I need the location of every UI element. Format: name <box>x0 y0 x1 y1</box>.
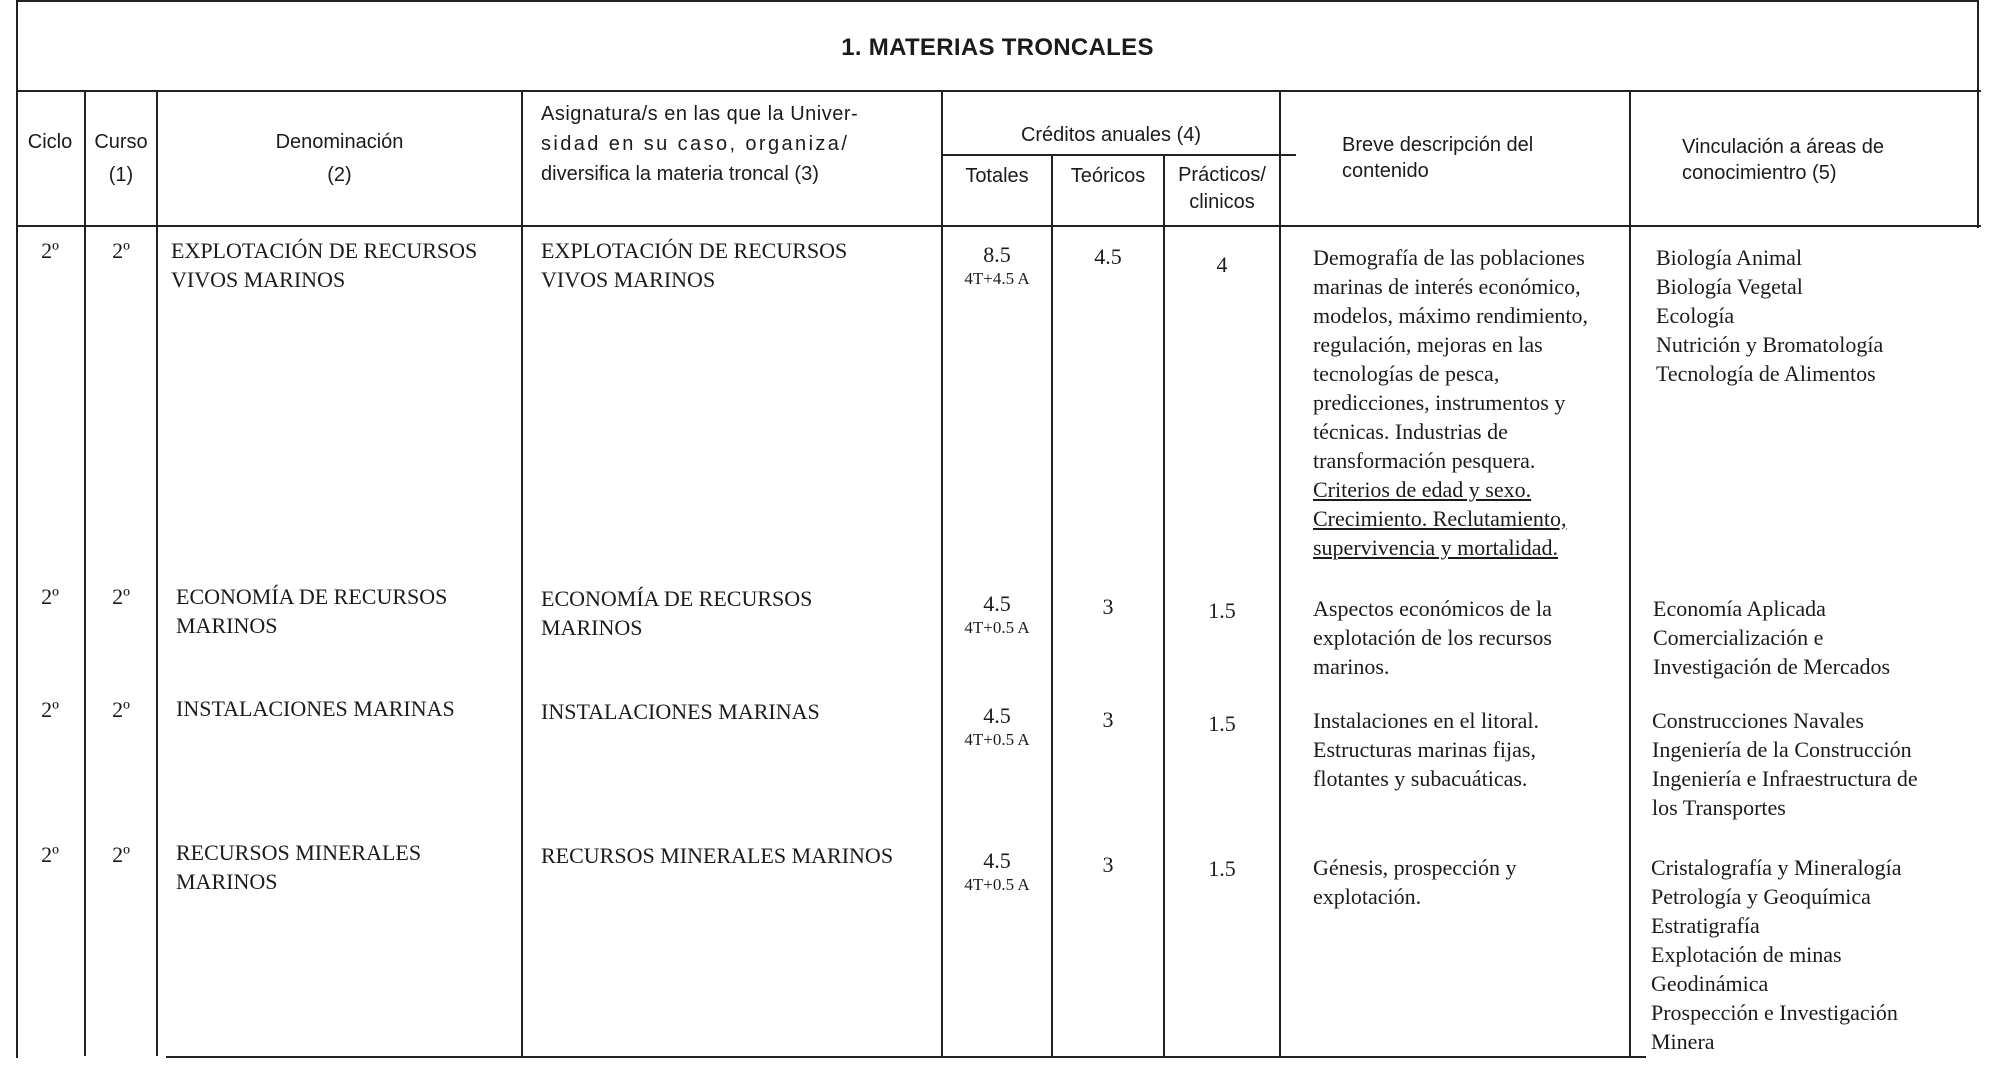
row-practicos: 4 <box>1216 252 1228 277</box>
col-divider-asignatura <box>941 90 943 1056</box>
row-denominacion <box>176 582 447 640</box>
text-line: técnicas. Industrias de <box>1313 419 1508 444</box>
row-teoricos: 3 <box>1102 707 1114 732</box>
row-asignatura <box>541 697 820 726</box>
text-line: Petrología y Geoquímica <box>1651 884 1871 909</box>
header-vinculacion-line1: Vinculación a áreas de <box>1682 136 1884 158</box>
row-asignatura <box>541 841 893 870</box>
text-line: EXPLOTACIÓN DE RECURSOS <box>171 238 478 263</box>
troncales-table <box>16 0 1981 1060</box>
text-line: Explotación de minas <box>1651 942 1842 967</box>
text-line: Ingeniería de la Construcción <box>1652 737 1912 762</box>
row-descripcion <box>1313 853 1516 911</box>
header-asignatura-line1: Asignatura/s en las que la Univer- <box>541 103 859 125</box>
row-descripcion <box>1313 706 1539 793</box>
text-line: Investigación de Mercados <box>1653 654 1891 679</box>
text-line: RECURSOS MINERALES MARINOS <box>541 843 894 868</box>
row-teoricos: 3 <box>1102 852 1114 877</box>
row-ciclo: 2º <box>41 842 59 867</box>
header-curso: Curso <box>94 131 148 153</box>
text-line: INSTALACIONES MARINAS <box>541 699 820 724</box>
row-vinculacion <box>1651 853 1901 1056</box>
text-line: Estratigrafía <box>1651 913 1760 938</box>
row-totales: 4.5 <box>983 848 1011 873</box>
row-curso: 2º <box>112 842 130 867</box>
col-divider-practicos <box>1279 90 1281 1056</box>
col-divider-descripcion <box>1629 90 1631 1056</box>
header-teoricos: Teóricos <box>1070 165 1146 187</box>
text-line: MARINOS <box>541 615 643 640</box>
row-totales-detail: 4T+0.5 A <box>964 875 1030 894</box>
text-line: Tecnología de Alimentos <box>1656 361 1876 386</box>
table-bottom-rule <box>166 1056 1646 1058</box>
text-line: VIVOS MARINOS <box>171 267 346 292</box>
row-ciclo: 2º <box>41 584 59 609</box>
text-line: modelos, máximo rendimiento, <box>1313 303 1588 328</box>
header-vinculacion-line2: conocimientro (5) <box>1682 162 1837 184</box>
text-line: Instalaciones en el litoral. <box>1313 708 1540 733</box>
header-denominacion: Denominación <box>275 131 404 153</box>
text-line: explotación. <box>1313 884 1422 909</box>
text-line: predicciones, instrumentos y <box>1313 390 1566 415</box>
text-line: MARINOS <box>176 869 278 894</box>
header-descripcion-line1: Breve descripción del <box>1342 134 1534 156</box>
col-divider-ciclo <box>84 90 86 1056</box>
text-line: Demografía de las poblaciones <box>1313 245 1585 270</box>
text-line: MARINOS <box>176 613 278 638</box>
header-asignatura-line2: sidad en su caso, organiza/ <box>541 133 850 155</box>
text-line: INSTALACIONES MARINAS <box>176 696 455 721</box>
row-totales-detail: 4T+0.5 A <box>964 618 1030 637</box>
row-totales: 4.5 <box>983 703 1011 728</box>
text-line: tecnologías de pesca, <box>1313 361 1500 386</box>
row-totales: 4.5 <box>983 591 1011 616</box>
row-curso: 2º <box>112 238 130 263</box>
title-box <box>16 0 1979 92</box>
row-asignatura <box>541 236 847 294</box>
row-asignatura <box>541 584 812 642</box>
header-bottom-rule <box>16 225 1981 227</box>
row-practicos: 1.5 <box>1208 711 1236 736</box>
text-line: regulación, mejoras en las <box>1313 332 1543 357</box>
row-practicos: 1.5 <box>1208 598 1236 623</box>
header-practicos-line2: clinicos <box>1189 191 1255 213</box>
text-line: Ecología <box>1656 303 1735 328</box>
row-denominacion <box>176 694 455 723</box>
text-line: Ingeniería e Infraestructura de <box>1652 766 1918 791</box>
text-line: Cristalografía y Mineralogía <box>1651 855 1902 880</box>
row-ciclo: 2º <box>41 238 59 263</box>
text-line: Biología Vegetal <box>1656 274 1803 299</box>
text-line-underlined: supervivencia y mortalidad. <box>1313 535 1558 560</box>
text-line: Aspectos económicos de la <box>1313 596 1552 621</box>
header-curso-note: (1) <box>108 164 134 186</box>
header-descripcion-line2: contenido <box>1342 160 1429 182</box>
row-denominacion <box>176 838 421 896</box>
text-line: Construcciones Navales <box>1652 708 1864 733</box>
creditos-sub-rule <box>941 154 1296 156</box>
row-vinculacion <box>1652 706 1918 822</box>
border-left <box>16 0 18 1058</box>
text-line: Geodinámica <box>1651 971 1769 996</box>
col-divider-curso <box>156 90 158 1056</box>
row-practicos: 1.5 <box>1208 856 1236 881</box>
header-totales: Totales <box>965 165 1029 187</box>
text-line: marinas de interés económico, <box>1313 274 1581 299</box>
row-ciclo: 2º <box>41 697 59 722</box>
row-curso: 2º <box>112 584 130 609</box>
header-practicos-line1: Prácticos/ <box>1178 164 1266 186</box>
row-totales-detail: 4T+0.5 A <box>964 730 1030 749</box>
text-line: Génesis, prospección y <box>1313 855 1517 880</box>
row-totales-detail: 4T+4.5 A <box>964 269 1030 288</box>
text-line: Comercialización e <box>1653 625 1824 650</box>
text-line: Minera <box>1651 1029 1715 1054</box>
text-line-underlined: Crecimiento. Reclutamiento, <box>1313 506 1567 531</box>
row-denominacion <box>171 236 477 294</box>
text-line-underlined: Criterios de edad y sexo. <box>1313 477 1532 502</box>
row-descripcion <box>1313 243 1588 562</box>
header-ciclo: Ciclo <box>27 131 73 153</box>
text-line: Biología Animal <box>1656 245 1803 270</box>
border-right <box>1977 0 1979 228</box>
header-asignatura-line3: diversifica la materia troncal (3) <box>541 163 819 185</box>
text-line: Estructuras marinas fijas, <box>1313 737 1536 762</box>
col-divider-denominacion <box>521 90 523 1056</box>
header-denominacion-note: (2) <box>327 164 352 186</box>
text-line: flotantes y subacuáticas. <box>1313 766 1528 791</box>
text-line: ECONOMÍA DE RECURSOS <box>541 586 813 611</box>
text-line: ECONOMÍA DE RECURSOS <box>176 584 448 609</box>
text-line: EXPLOTACIÓN DE RECURSOS <box>541 238 848 263</box>
header-creditos: Créditos anuales (4) <box>1020 124 1202 146</box>
table-title: 1. MATERIAS TRONCALES <box>841 34 1154 61</box>
text-line: explotación de los recursos <box>1313 625 1552 650</box>
row-vinculacion <box>1656 243 1883 388</box>
text-line: Nutrición y Bromatología <box>1656 332 1884 357</box>
row-totales: 8.5 <box>983 242 1011 267</box>
text-line: Prospección e Investigación <box>1651 1000 1898 1025</box>
text-line: transformación pesquera. <box>1313 448 1536 473</box>
row-descripcion <box>1313 594 1552 681</box>
text-line: RECURSOS MINERALES <box>176 840 422 865</box>
text-line: VIVOS MARINOS <box>541 267 716 292</box>
text-line: los Transportes <box>1652 795 1786 820</box>
text-line: Economía Aplicada <box>1653 596 1826 621</box>
row-teoricos: 4.5 <box>1094 244 1122 269</box>
header-top-rule <box>16 90 1981 92</box>
row-vinculacion <box>1653 594 1890 681</box>
row-teoricos: 3 <box>1102 594 1114 619</box>
row-curso: 2º <box>112 697 130 722</box>
text-line: marinos. <box>1313 654 1390 679</box>
